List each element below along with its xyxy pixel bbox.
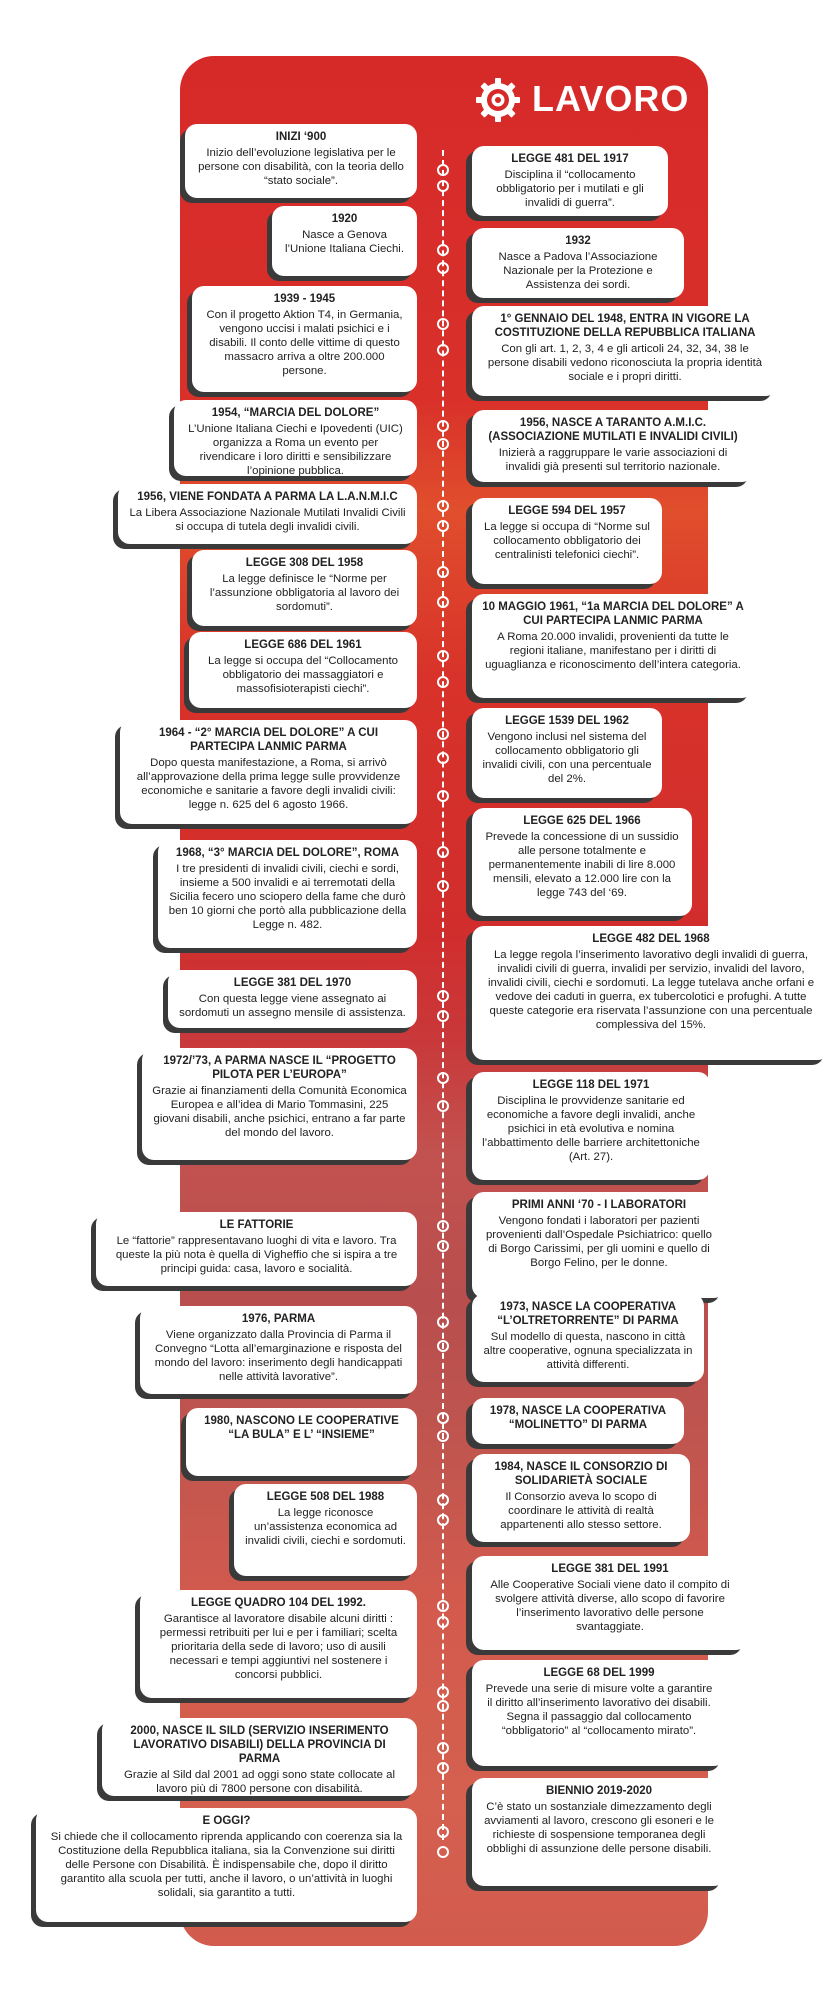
event-title: 2000, NASCE IL SILD (SERVIZIO INSERIMENTO LAVORATIVO DISABILI) DELLA PROVINCIA DI PARMA xyxy=(130,1725,389,1765)
timeline-marker xyxy=(437,1686,449,1698)
event-text: Nasce a Padova l’Associazione Nazionale per la Protezione e Assistenza dei sordi. xyxy=(498,251,658,291)
event-text: La legge si occupa del “Collocamento obbligatorio dei massaggiatori e massofisioterapisti ciechi”. xyxy=(208,655,398,695)
event-text: A Roma 20.000 invalidi, provenienti da tutte le regioni italiane, manifestano per i diritti di uguaglianza e riconoscimento dell’intera categoria. xyxy=(485,631,741,671)
event-card-left xyxy=(102,1718,417,1796)
timeline-marker xyxy=(437,1846,449,1858)
event-text: Con gli art. 1, 2, 3, 4 e gli articoli 24, 32, 34, 38 le persone disabili vedono riconosciuta la propria identità sociale e i propri diritti. xyxy=(487,343,763,383)
event-card-left xyxy=(192,286,417,392)
event-title: LEGGE 308 DEL 1958 xyxy=(245,557,364,569)
event-card-left xyxy=(185,124,417,198)
event-text: Garantisce al lavoratore disabile alcuni diritti : permessi retribuiti per lui e per i familiari; scelta prioritaria della sede di lavoro; uso di ausili necessari e tempi aggiuntivi nel sostenere i concorsi pubblici. xyxy=(159,1613,398,1681)
event-text: La Libera Associazione Nazionale Mutilati Invalidi Civili si occupa di tutela degli invalidi civili. xyxy=(129,507,406,533)
event-title: 1980, NASCONO LE COOPERATIVE “LA BULA” E L’ “INSIEME” xyxy=(204,1415,399,1441)
event-text: Prevede la concessione di un sussidio alle persone totalmente e permanentemente inabili di lire 8.000 mensili, elevato a 12.000 lire con la legge 743 del ‘69. xyxy=(485,831,679,899)
timeline-marker xyxy=(437,438,449,450)
event-card-right xyxy=(472,1660,726,1766)
event-title: 1973, NASCE LA COOPERATIVA “L’OLTRETORRENTE” DI PARMA xyxy=(497,1301,679,1327)
event-title: 1978, NASCE LA COOPERATIVA “MOLINETTO” DI PARMA xyxy=(489,1405,667,1431)
event-card-left xyxy=(174,400,417,476)
event-text: Vengono fondati i laboratori per pazienti provenienti dall’Ospedale Psichiatrico: quello di Borgo Carissimi, per gli uomini e quello di Borgo Felino, per le donne. xyxy=(485,1215,713,1269)
event-text: Nasce a Genova l’Unione Italiana Ciechi. xyxy=(284,229,405,255)
event-title: LEGGE 482 DEL 1968 xyxy=(592,933,710,945)
event-card-right xyxy=(472,1294,704,1382)
timeline-marker xyxy=(437,1494,449,1506)
event-text: Le “fattorie” rappresentavano luoghi di vita e lavoro. Tra queste la più nota è quella di Vigheffio che si ispira a tre principi guida: casa, lavoro e socialità. xyxy=(115,1235,398,1275)
event-card-right xyxy=(472,1778,726,1886)
timeline-marker xyxy=(437,520,449,532)
timeline-marker xyxy=(437,180,449,192)
event-title: LEGGE 118 DEL 1971 xyxy=(532,1079,650,1091)
event-card-right xyxy=(472,926,830,1060)
event-title: 1° GENNAIO DEL 1948, ENTRA IN VIGORE LA COSTITUZIONE DELLA REPUBBLICA ITALIANA xyxy=(494,313,756,339)
timeline-marker xyxy=(437,344,449,356)
event-title: INIZI ‘900 xyxy=(275,131,327,143)
event-title: LEGGE 686 DEL 1961 xyxy=(244,639,362,651)
event-card-right xyxy=(472,410,754,482)
event-text: Grazie al Sild dal 2001 ad oggi sono state collocate al lavoro più di 7800 persone con disabilità. xyxy=(123,1769,396,1795)
event-card-left xyxy=(186,1408,417,1476)
event-text: Disciplina il “collocamento obbligatorio per i mutilati e gli invalidi di guerra”. xyxy=(496,169,644,209)
timeline-marker xyxy=(437,244,449,256)
event-card-right xyxy=(472,1454,690,1542)
event-text: Dopo questa manifestazione, a Roma, si arrivò all’approvazione della prima legge sulle provvidenze economiche e sanitarie a favore degli invalidi civili: legge n. 625 del 6 agosto 1966. xyxy=(136,757,401,811)
event-title: 10 MAGGIO 1961, “1a MARCIA DEL DOLORE” A CUI PARTECIPA LANMIC PARMA xyxy=(482,601,744,627)
event-text: Sul modello di questa, nascono in città altre cooperative, ognuna specializzata in attività differenti. xyxy=(483,1331,693,1371)
event-card-right xyxy=(472,808,692,916)
timeline-marker xyxy=(437,1316,449,1328)
timeline-marker xyxy=(437,566,449,578)
event-text: Alle Cooperative Sociali viene dato il compito di svolgere attività diverse, allo scopo di favorire l’inserimento lavorativo delle persone svantaggiate. xyxy=(490,1579,730,1633)
event-title: 1954, “MARCIA DEL DOLORE” xyxy=(211,407,380,419)
event-card-left xyxy=(189,632,417,708)
event-title: LEGGE 381 DEL 1991 xyxy=(551,1563,669,1575)
event-title: LEGGE 1539 DEL 1962 xyxy=(505,715,629,727)
event-title: 1956, VIENE FONDATA A PARMA LA L.A.N.M.I.C xyxy=(137,491,398,503)
event-card-right xyxy=(472,306,778,396)
event-text: L’Unione Italiana Ciechi e Ipovedenti (UIC) organizza a Roma un evento per rivendicare i loro diritti e sensibilizzare l’opinione pubblica. xyxy=(188,423,403,477)
event-title: BIENNIO 2019-2020 xyxy=(545,1785,653,1797)
event-title: 1968, “3° MARCIA DEL DOLORE”, ROMA xyxy=(175,847,400,859)
event-card-right xyxy=(472,594,754,698)
event-card-left xyxy=(158,840,417,948)
timeline-marker xyxy=(437,846,449,858)
event-text: Prevede una serie di misure volte a garantire il diritto all’inserimento lavorativo dei disabili. Segna il passaggio dal collocamento “obbligatorio” al “collocamento mirato”. xyxy=(485,1683,713,1737)
event-text: La legge si occupa di “Norme sul collocamento obbligatorio dei centralinisti telefonici ciechi”. xyxy=(484,521,650,561)
event-title: LEGGE 68 DEL 1999 xyxy=(543,1667,655,1679)
timeline-marker xyxy=(437,1826,449,1838)
event-card-left xyxy=(118,484,417,544)
event-text: Disciplina le provvidenze sanitarie ed economiche a favore degli invalidi, anche psichici in età evolutiva e nomina l’abbattimento delle barriere architettoniche (Art. 27). xyxy=(482,1095,700,1163)
timeline-marker xyxy=(437,676,449,688)
event-card-left xyxy=(142,1048,417,1160)
timeline-marker xyxy=(437,790,449,802)
event-title: 1964 - “2° MARCIA DEL DOLORE” A CUI PARTECIPA LANMIC PARMA xyxy=(158,727,379,753)
timeline-marker xyxy=(437,1616,449,1628)
timeline-marker xyxy=(437,262,449,274)
event-text: Grazie ai finanziamenti della Comunità Economica Europea e all’idea di Mario Tommasini, 225 giovani disabili, anche psichici, entrano a far parte del mondo del lavoro. xyxy=(152,1085,407,1139)
event-text: Inizio dell’evoluzione legislativa per le persone con disabilità, con la teoria dello “stato sociale”. xyxy=(198,147,404,187)
event-text: Il Consorzio aveva lo scopo di coordinare le attività di realtà appartenenti allo stesso settore. xyxy=(500,1491,662,1531)
event-text: C’è stato un sostanziale dimezzamento degli avviamenti al lavoro, crescono gli esoneri e le richieste di sospensione temporanea degli obblighi di assunzione delle persone disabili. xyxy=(484,1801,714,1855)
event-title: PRIMI ANNI ‘70 - I LABORATORI xyxy=(511,1199,687,1211)
timeline-marker xyxy=(437,164,449,176)
event-title: E OGGI? xyxy=(202,1815,251,1827)
event-card-right xyxy=(472,146,668,216)
event-title: LEGGE 594 DEL 1957 xyxy=(508,505,626,517)
event-title: 1984, NASCE IL CONSORZIO DI SOLIDARIETÀ SOCIALE xyxy=(494,1461,668,1487)
event-text: La legge regola l’inserimento lavorativo degli invalidi di guerra, invalidi civili di guerra, invalidi per servizio, invalidi del lavoro, invalidi civili, ciechi e sordomuti. La legge tutelava anche orfani e vedove dei caduti in guerra, ex tubercolotici e profughi. A tutte queste categorie era riservata l’assunzione con una percentuale complessiva del 15%. xyxy=(487,949,815,1031)
timeline-marker xyxy=(437,752,449,764)
event-text: Si chiede che il collocamento riprenda applicando con coerenza sia la Costituzione della Repubblica italiana, sia la Convenzione sui diritti delle Persone con Disabilità. È indispensabile che, dopo il diritto garantito alla scuola per tutti, anche il lavoro, o un’attività in luoghi solidali, sia garantito a tutti. xyxy=(50,1831,403,1899)
event-card-right xyxy=(472,1556,748,1650)
event-card-left xyxy=(140,1306,417,1394)
timeline-marker xyxy=(437,1340,449,1352)
event-card-right xyxy=(472,1192,726,1298)
page-title: LAVORO xyxy=(532,78,690,119)
event-card-right xyxy=(472,1072,710,1180)
event-card-right xyxy=(472,708,662,798)
event-card-left xyxy=(36,1808,417,1922)
event-card-right xyxy=(472,228,684,298)
timeline-marker xyxy=(437,1600,449,1612)
header xyxy=(474,74,704,130)
timeline-marker xyxy=(437,1742,449,1754)
event-title: LEGGE QUADRO 104 DEL 1992. xyxy=(191,1597,366,1609)
timeline-marker xyxy=(437,500,449,512)
event-text: Con il progetto Aktion T4, in Germania, vengono uccisi i malati psichici e i disabili. Il conto delle vittime di questo massacro arriva a oltre 200.000 persone. xyxy=(206,309,403,377)
timeline-marker xyxy=(437,1700,449,1712)
timeline-marker xyxy=(437,1412,449,1424)
event-title: 1920 xyxy=(331,213,358,225)
timeline-marker xyxy=(437,1514,449,1526)
timeline-marker xyxy=(437,650,449,662)
event-title: LEGGE 381 DEL 1970 xyxy=(233,977,352,989)
event-text: Inizierà a raggruppare le varie associazioni di invalidi già presenti sul territorio nazionale. xyxy=(498,447,728,473)
event-title: LE FATTORIE xyxy=(219,1219,294,1231)
event-text: La legge riconosce un’assistenza economica ad invalidi civili, ciechi e sordomuti. xyxy=(245,1507,406,1547)
timeline-marker xyxy=(437,596,449,608)
timeline-marker xyxy=(437,1430,449,1442)
timeline-marker xyxy=(437,1100,449,1112)
event-text: Con questa legge viene assegnato ai sordomuti un assegno mensile di assistenza. xyxy=(179,993,406,1019)
event-card-left xyxy=(192,550,417,626)
timeline-marker xyxy=(437,880,449,892)
event-text: Viene organizzato dalla Provincia di Parma il Convegno “Lotta all’emarginazione e risposta del mondo del lavoro: inserimento degli handicappati nelle attività lavorative”. xyxy=(154,1329,403,1383)
timeline-marker xyxy=(437,728,449,740)
timeline-marker xyxy=(437,420,449,432)
gear-icon xyxy=(474,76,522,124)
timeline-marker xyxy=(437,1762,449,1774)
timeline-marker xyxy=(437,1220,449,1232)
event-text: Vengono inclusi nel sistema del collocamento obbligatorio gli invalidi civili, con una percentuale del 2%. xyxy=(482,731,652,785)
event-title: LEGGE 625 DEL 1966 xyxy=(523,815,641,827)
timeline-marker xyxy=(437,1240,449,1252)
timeline-marker xyxy=(437,1072,449,1084)
event-title: 1939 - 1945 xyxy=(273,293,336,305)
event-text: La legge definisce le “Norme per l’assunzione obbligatoria al lavoro dei sordomuti”. xyxy=(209,573,400,613)
event-card-left xyxy=(234,1484,417,1576)
event-card-left xyxy=(272,206,417,276)
event-card-left xyxy=(168,970,417,1028)
event-card-left xyxy=(96,1212,417,1286)
timeline-marker xyxy=(437,990,449,1002)
event-title: 1932 xyxy=(565,235,591,247)
event-title: 1976, PARMA xyxy=(241,1313,316,1325)
event-title: LEGGE 481 DEL 1917 xyxy=(511,153,629,165)
event-card-left xyxy=(120,720,417,824)
event-title: 1956, NASCE A TARANTO A.M.I.C. (ASSOCIAZIONE MUTILATI E INVALIDI CIVILI) xyxy=(488,417,738,443)
event-card-left xyxy=(140,1590,417,1698)
event-title: LEGGE 508 DEL 1988 xyxy=(266,1491,385,1503)
event-card-right xyxy=(472,498,662,584)
event-card-right xyxy=(472,1398,684,1444)
timeline-marker xyxy=(437,318,449,330)
timeline-marker xyxy=(437,1010,449,1022)
event-text: I tre presidenti di invalidi civili, ciechi e sordi, insieme a 500 invalidi e ai terremotati della Sicilia fecero uno sciopero della fame che durò ben 10 giorni che portò alla pubblicazione della Legge n. 482. xyxy=(168,863,407,931)
event-title: 1972/’73, A PARMA NASCE IL “PROGETTO PILOTA PER L’EUROPA” xyxy=(163,1055,396,1081)
